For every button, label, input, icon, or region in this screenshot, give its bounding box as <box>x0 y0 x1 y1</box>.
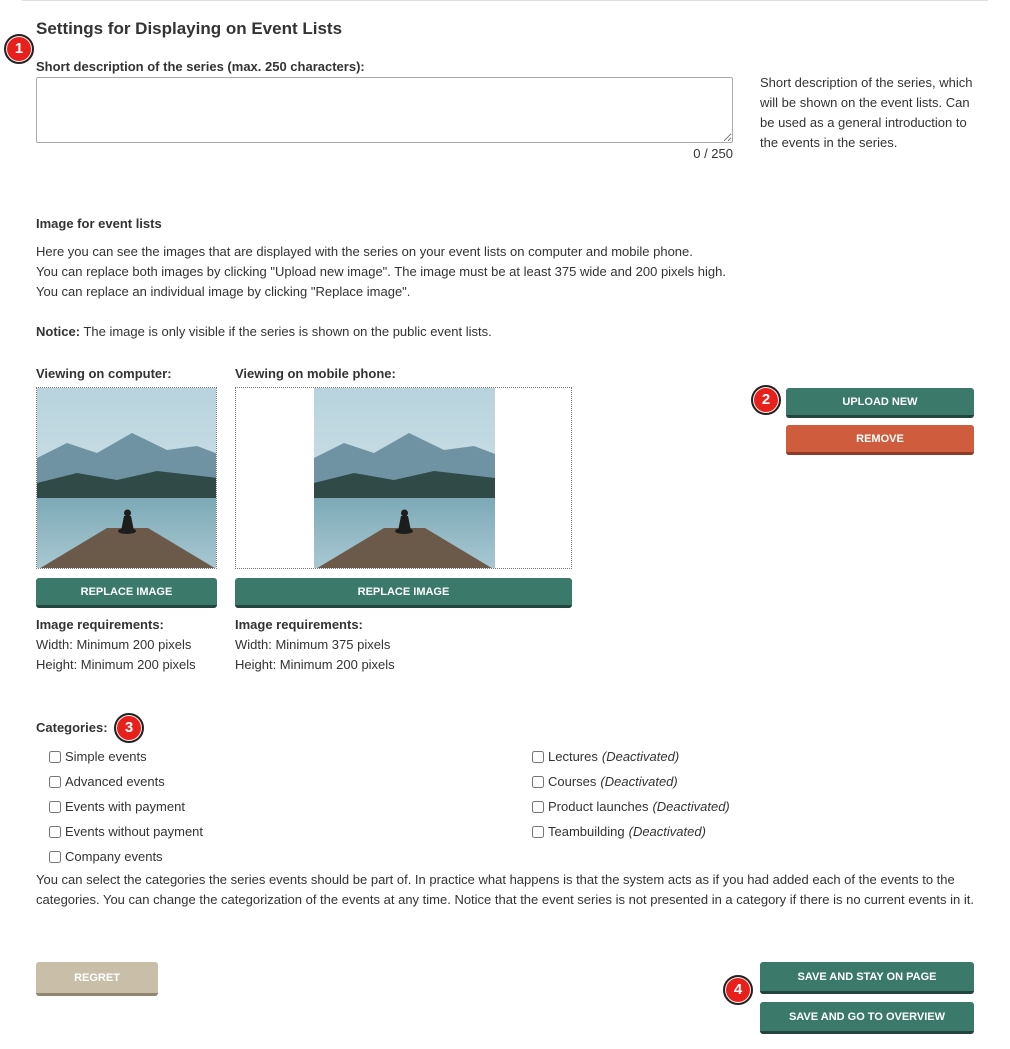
category-teambuilding[interactable]: Teambuilding (Deactivated) <box>532 819 730 844</box>
section-title: Settings for Displaying on Event Lists <box>36 19 343 38</box>
category-advanced-events[interactable]: Advanced events <box>49 769 203 794</box>
deactivated-tag: (Deactivated) <box>601 749 680 764</box>
short-description-help: Short description of the series, which will be shown on the event lists. Can be used as a general introduction to the events in the series. <box>760 75 973 150</box>
category-events-without-payment[interactable]: Events without payment <box>49 819 203 844</box>
annotation-badge-2: 2 <box>751 385 781 415</box>
lake-photo-icon <box>37 388 217 569</box>
category-checkbox[interactable] <box>532 826 544 838</box>
deactivated-tag: (Deactivated) <box>628 824 706 839</box>
computer-requirements <box>36 615 196 675</box>
category-checkbox[interactable] <box>49 826 61 838</box>
computer-req-width: Width: Minimum 200 pixels <box>36 637 192 652</box>
annotation-badge-4: 4 <box>723 975 753 1005</box>
category-checkbox[interactable] <box>49 751 61 763</box>
image-info-line-3: You can replace an individual image by clicking "Replace image". <box>36 284 411 299</box>
computer-req-height: Height: Minimum 200 pixels <box>36 657 196 672</box>
short-description-input[interactable] <box>36 77 733 143</box>
category-checkbox[interactable] <box>532 801 544 813</box>
image-section-heading: Image for event lists <box>36 216 162 231</box>
category-simple-events[interactable]: Simple events <box>49 744 203 769</box>
image-info-line-1: Here you can see the images that are displayed with the series on your event lists on computer and mobile phone. <box>36 244 693 259</box>
categories-help: You can select the categories the series events should be part of. In practice what happens is that the system acts as if you had added each of the events to the categories. You can change the categorization of the events at any time. Notice that the event series is not presented in a category if there is no current events in it. <box>36 872 974 907</box>
mobile-image-preview <box>235 387 572 569</box>
deactivated-tag: (Deactivated) <box>600 774 678 789</box>
image-notice <box>36 322 492 342</box>
category-checkbox[interactable] <box>49 851 61 863</box>
annotation-badge-1: 1 <box>4 34 34 64</box>
save-and-go-to-overview-button[interactable]: SAVE AND GO TO OVERVIEW <box>760 1002 974 1034</box>
mobile-view-label: Viewing on mobile phone: <box>235 366 396 381</box>
computer-view-label: Viewing on computer: <box>36 366 172 381</box>
category-events-with-payment[interactable]: Events with payment <box>49 794 203 819</box>
upload-new-button[interactable]: UPLOAD NEW <box>786 388 974 418</box>
top-divider <box>22 0 988 1</box>
lake-photo-icon <box>236 388 572 569</box>
categories-left-list <box>49 744 203 869</box>
image-info-line-2: You can replace both images by clicking "Upload new image". The image must be at least 375 wide and 200 pixels high. <box>36 264 726 279</box>
mobile-requirements <box>235 615 395 675</box>
category-checkbox[interactable] <box>49 776 61 788</box>
remove-image-button[interactable]: REMOVE <box>786 425 974 455</box>
categories-label: Categories: <box>36 720 108 735</box>
category-company-events[interactable]: Company events <box>49 844 203 869</box>
computer-image-preview <box>36 387 217 569</box>
category-checkbox[interactable] <box>49 801 61 813</box>
annotation-badge-3: 3 <box>114 713 144 743</box>
save-and-stay-button[interactable]: SAVE AND STAY ON PAGE <box>760 962 974 994</box>
mobile-req-title: Image requirements: <box>235 617 363 632</box>
computer-req-title: Image requirements: <box>36 617 164 632</box>
mobile-req-height: Height: Minimum 200 pixels <box>235 657 395 672</box>
deactivated-tag: (Deactivated) <box>652 799 730 814</box>
category-courses[interactable]: Courses (Deactivated) <box>532 769 730 794</box>
category-product-launches[interactable]: Product launches (Deactivated) <box>532 794 730 819</box>
regret-button[interactable]: REGRET <box>36 962 158 996</box>
replace-mobile-image-button[interactable]: REPLACE IMAGE <box>235 578 572 608</box>
category-checkbox[interactable] <box>532 751 544 763</box>
categories-right-list <box>532 744 730 844</box>
character-counter: 0 / 250 <box>693 146 733 161</box>
category-lectures[interactable]: Lectures (Deactivated) <box>532 744 730 769</box>
notice-label: Notice: <box>36 324 81 339</box>
mobile-req-width: Width: Minimum 375 pixels <box>235 637 391 652</box>
category-checkbox[interactable] <box>532 776 544 788</box>
short-description-label: Short description of the series (max. 250 characters): <box>36 59 365 74</box>
replace-computer-image-button[interactable]: REPLACE IMAGE <box>36 578 217 608</box>
notice-text: The image is only visible if the series is shown on the public event lists. <box>80 324 492 339</box>
